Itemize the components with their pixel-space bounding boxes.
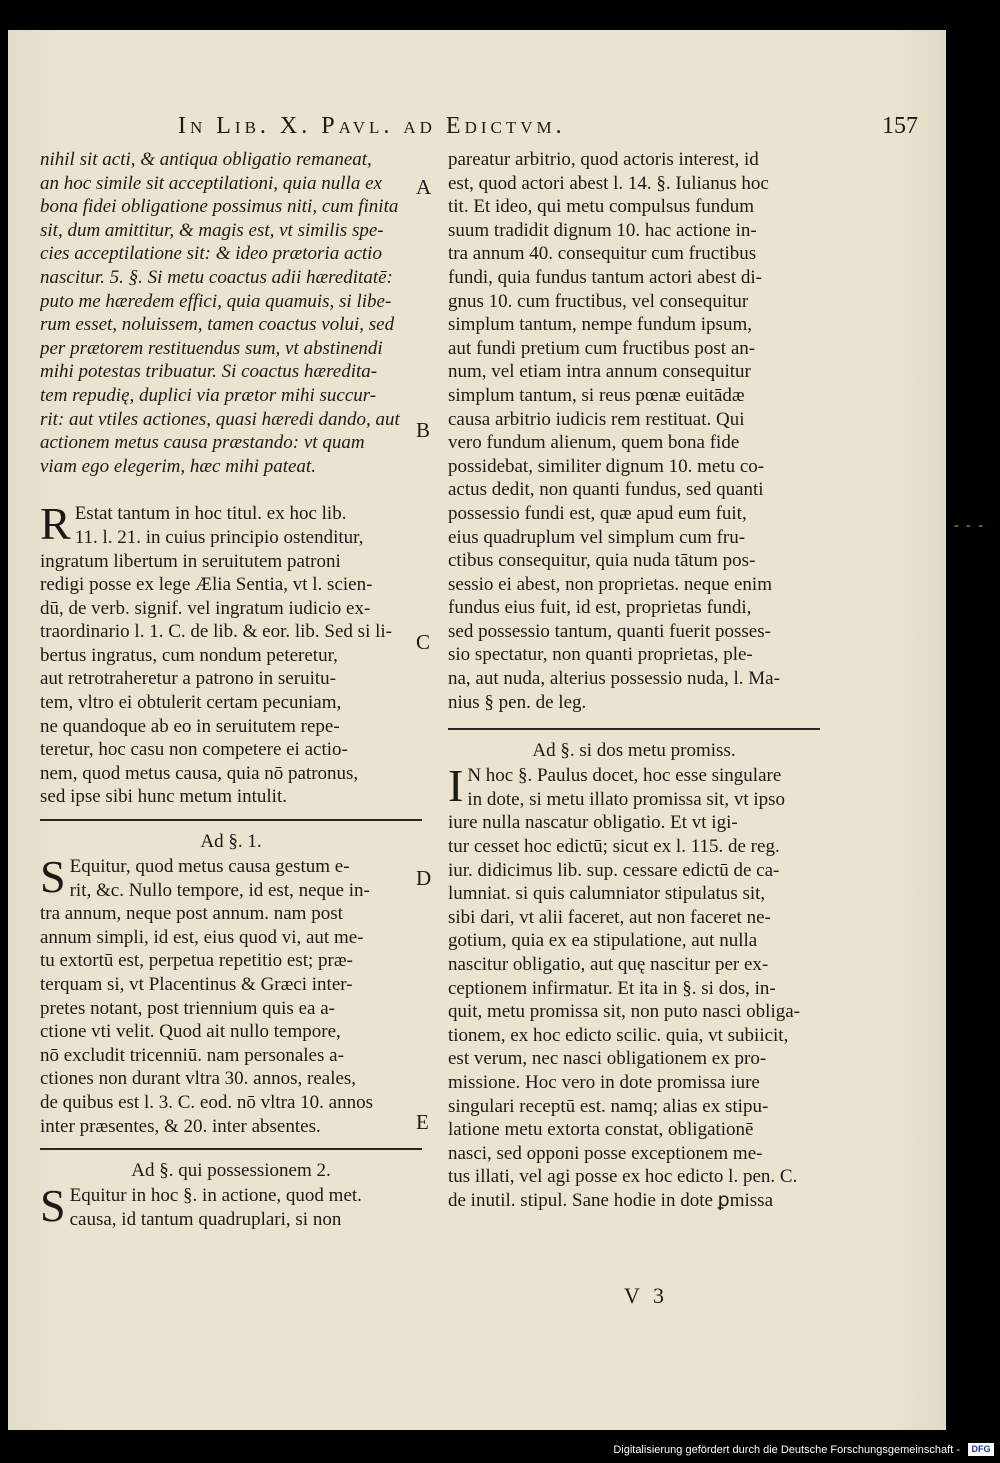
text-line: est, quod actori abest l. 14. §. Iulianus hoc [448,172,769,194]
text-line: iure nulla nascatur obligatio. Et vt igi- [448,812,738,834]
paragraph-in-hoc [448,760,820,1212]
text-line: fundus eius fuit, id est, proprietas fundi, [448,597,752,619]
text-line: Equitur in hoc §. in actione, quod met. [69,1185,362,1207]
text-line: traordinario l. 1. C. de lib. & eor. lib. Sed si li- [40,621,392,643]
text-line: aut retrotraheretur a patrono in seruitu- [40,668,336,690]
paragraph-sequitur-2 [40,1180,422,1232]
text-line: cies acceptilatione sit: & ideo prætoria actio [40,243,382,265]
text-line: de inutil. stipul. Sane hodie in dote ꝑmissa [448,1189,774,1211]
left-column [40,148,422,1231]
footer-credit: Digitalisierung gefördert durch die Deutsche Forschungsgemeinschaft - [613,1444,960,1456]
text-line: ctibus consequitur, quia nuda tātum pos- [448,550,756,572]
text-line: sed possessio tantum, quanti fuerit posses- [448,620,771,642]
text-line: fundi, quia fundus tantum actori abest di- [448,266,762,288]
section-divider [448,728,820,730]
text-line: num, vel etiam intra annum consequitur [448,361,751,383]
text-line: rit, &c. Nullo tempore, id est, neque in- [69,879,370,901]
text-line: tem repudię, duplici via prætor mihi succur- [40,384,377,406]
text-line: tem, vltro ei obtulerit certam pecuniam, [40,692,342,714]
text-line: sessio ei abest, non proprietas. neque enim [448,573,772,595]
text-line: eius quadruplum vel simplum cum fru- [448,526,746,548]
text-line: 11. l. 21. in cuius principio ostenditur, [74,526,364,548]
text-line: vero fundum alienum, quem bona fide [448,432,740,454]
text-line: nihil sit acti, & antiqua obligatio remaneat, [40,149,372,170]
text-line: dū, de verb. signif. vel ingratum iudicio ex- [40,597,371,619]
text-line: viam ego elegerim, hæc mihi pateat. [40,455,316,477]
text-line: ingratum libertum in seruitutem patroni [40,550,341,572]
margin-letter-e: E [416,1110,429,1134]
signature-mark: V 3 [624,1283,668,1308]
section-divider [40,819,422,821]
left-italic-block [40,148,422,478]
text-line: tus illati, vel agi posse ex hoc edicto l. pen. C. [448,1166,798,1188]
paragraph-sequitur [40,851,422,1138]
text-line: an hoc simile sit acceptilationi, quia nulla ex [40,172,382,194]
text-line: sit, dum amittitur, & magis est, vt similis spe- [40,219,384,241]
text-line: causa, id tantum quadruplari, si non [69,1208,342,1230]
right-column [448,148,820,1213]
text-line: sio spectatur, non quanti proprietas, ple- [448,644,753,666]
text-line: bertus ingratus, cum nondum peteretur, [40,644,338,666]
margin-letter-a: A [416,175,432,199]
text-line: causa arbitrio iudicis rem restituat. Qui [448,408,745,430]
text-line: nascitur obligatio, aut quę nascitur per ex- [448,954,769,975]
margin-letter-c: C [416,630,431,654]
text-line: tra annum, neque post annum. nam post [40,903,343,925]
text-line: per prætorem restituendus sum, vt abstinendi [40,337,383,359]
text-line: quit, metu promissa sit, non puto nasci obliga- [448,1001,800,1023]
running-header [178,113,948,153]
text-line: est verum, nec nasci obligationem ex pro- [448,1048,767,1070]
text-line: lumniat. si quis calumniator stipulatus sit, [448,883,766,905]
text-line: nem, quod metus causa, quia nō patronus, [40,762,359,784]
text-line: tit. Et ideo, qui metu compulsus fundum [448,196,755,218]
drop-capital: S [40,1180,66,1232]
text-line: tu extortū est, perpetua repetitio est; præ- [40,950,353,972]
text-line: Estat tantum in hoc titul. ex hoc lib. [74,503,347,525]
text-line: singulari receptū est. namq; alias ex stipu- [448,1095,769,1117]
text-line: bona fidei obligatione possimus niti, cum finita [40,196,399,218]
section-heading: Ad §. si dos metu promiss. [532,740,736,762]
text-line: actus dedit, non quanti fundus, sed quanti [448,479,764,501]
text-line: nascitur. 5. §. Si metu coactus adii hæreditatē: [40,266,393,288]
edge-dash-marks: - - - [954,518,985,533]
text-line: aut fundi pretium cum fructibus post an- [448,337,756,359]
book-page [8,30,946,1430]
text-line: tra annum 40. consequitur cum fructibus [448,243,757,265]
text-line: de quibus est l. 3. C. eod. nō vltra 10. annos [40,1091,373,1113]
text-line: iur. didicimus lib. sup. cessare edictū de ca- [448,859,780,881]
text-line: mihi potestas tribuatur. Si coactus hæredita- [40,361,378,383]
text-line: actionem metus causa præstando: vt quam [40,432,365,454]
text-line: nō excludit tricenniū. nam personales a- [40,1044,344,1066]
text-line: ne quandoque ab eo in seruitutem repe- [40,715,340,737]
text-line: simplum tantum, nempe fundum ipsum, [448,314,752,336]
text-line: missione. Hoc vero in dote promissa iure [448,1071,760,1093]
running-title: In Lib. X. Pavl. ad Edictvm. [178,113,566,139]
margin-letter-b: B [416,418,431,442]
text-line: rum esset, noluissem, tamen coactus volui, sed [40,314,395,336]
text-line: simplum tantum, si reus pœnæ euitādæ [448,384,745,406]
page-number: 157 [882,113,918,139]
paragraph-restat [40,498,422,809]
text-line: sibi dari, vt alii faceret, aut non faceret ne- [448,906,771,928]
text-line: inter præsentes, & 20. inter absentes. [40,1115,321,1137]
text-line: N hoc §. Paulus docet, hoc esse singulare [467,765,782,787]
text-line: gnus 10. cum fructibus, vel consequitur [448,290,749,312]
digitization-footer [0,1438,1000,1463]
text-line: ctione vti velit. Quod ait nullo tempore, [40,1021,341,1043]
text-line: in dote, si metu illato promissa sit, vt ipso [467,788,786,810]
text-line: tionem, ex hoc edicto scilic. quia, vt subiicit, [448,1024,789,1046]
drop-capital: S [40,851,66,903]
text-line: possidebat, similiter dignum 10. metu co- [448,455,765,477]
text-line: nasci, sed opponi posse exceptionem me- [448,1142,763,1164]
text-line: annum simpli, id est, eius quod vi, aut me- [40,926,364,948]
text-line: suum tradidit dignum 10. hac actione in- [448,219,757,241]
drop-capital: I [448,760,464,812]
text-line: pretes notant, post triennium quis ea a- [40,997,335,1019]
text-line: sed ipse sibi hunc metum intulit. [40,786,287,808]
section-divider [40,1148,422,1150]
text-line: ctiones non durant vltra 30. annos, reales, [40,1068,357,1090]
text-line: na, aut nuda, alterius possessio nuda, l. Ma- [448,668,780,690]
text-line: teretur, hoc casu non competere ei actio- [40,739,348,761]
text-line: possessio fundi est, quæ apud eum fuit, [448,502,747,524]
text-line: puto me hæredem effici, quia quamuis, si libe- [40,290,392,312]
text-line: redigi posse ex lege Ælia Sentia, vt l. scien- [40,574,373,596]
drop-capital: R [40,498,71,550]
text-line: rit: aut vtiles actiones, quasi hæredi dando, aut [40,408,400,430]
section-heading: Ad §. 1. [200,831,262,853]
margin-letter-d: D [416,866,432,890]
dfg-logo-icon: DFG [968,1443,994,1456]
text-line: pareatur arbitrio, quod actoris interest, id [448,149,759,170]
text-line: gotium, quia ex ea stipulatione, aut nulla [448,930,758,952]
text-line: terquam si, vt Placentinus & Græci inter- [40,974,353,995]
text-line: ceptionem infirmatur. Et ita in §. si dos, in- [448,977,776,999]
text-line: latione metu extorta constat, obligationē [448,1119,754,1141]
paragraph-pareatur [448,148,820,714]
section-heading: Ad §. qui possessionem 2. [131,1160,331,1182]
text-line: Equitur, quod metus causa gestum e- [69,856,350,878]
text-line: nius § pen. de leg. [448,691,587,713]
text-line: tur cesset hoc edictū; sicut ex l. 115. de reg. [448,836,780,858]
